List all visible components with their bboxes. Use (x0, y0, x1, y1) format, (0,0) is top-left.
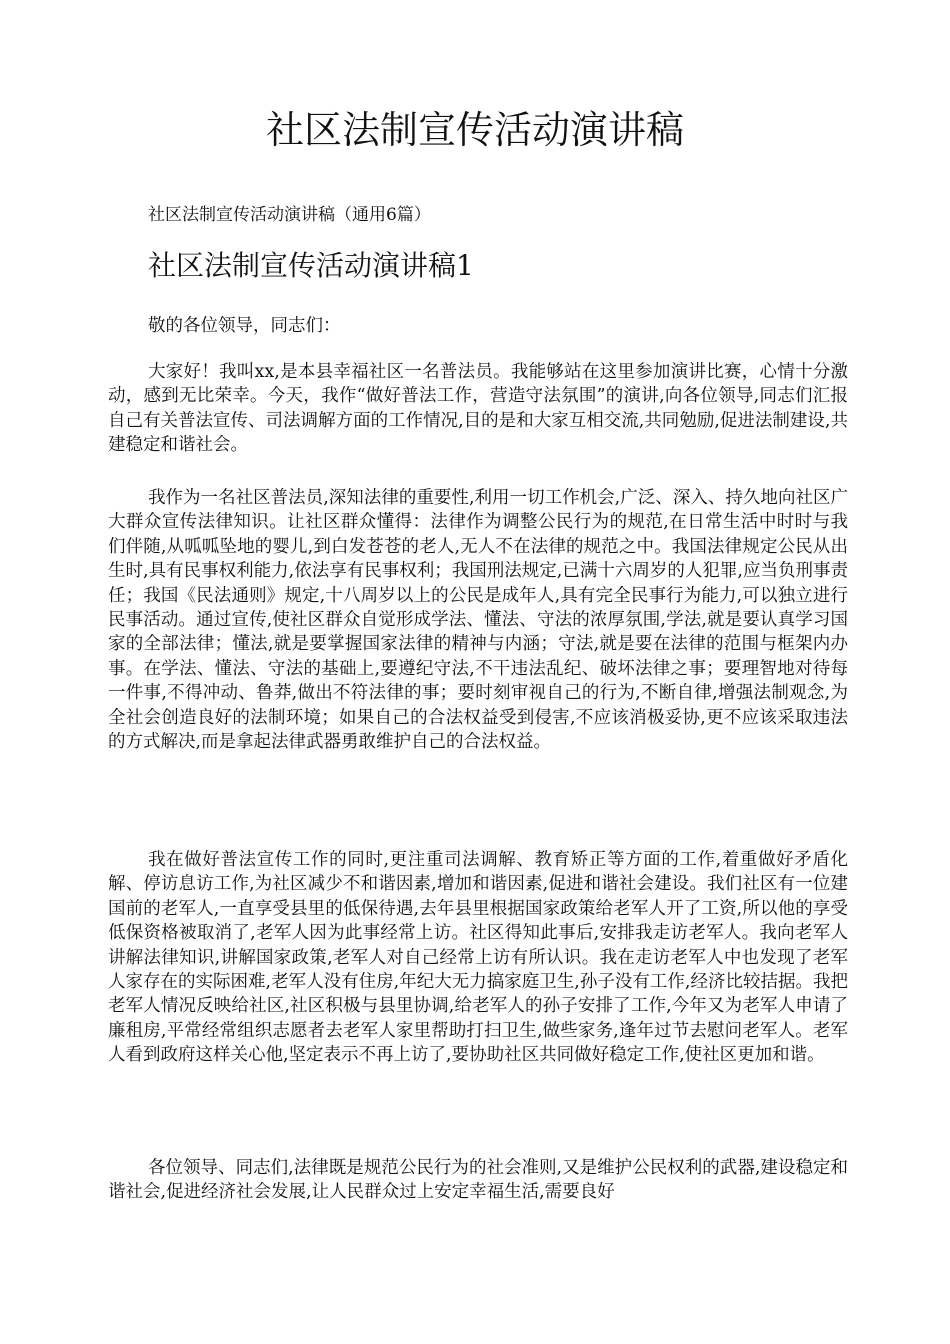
paragraph-2: 我作为一名社区普法员,深知法律的重要性,利用一切工作机会,广泛、深入、持久地向社区广大群众宣传法律知识。让社区群众懂得：法律作为调整公民行为的规范,在日常生活中时时与我们伴随,从呱呱坠地的婴儿,到白发苍苍的老人,无人不在法律的规范之中。我国法律规定公民从出生时,具有民事权利能力,依法享有民事权利；我国刑法规定,已满十六周岁的人犯罪,应当负刑事责任；我国《民法通则》规定,十八周岁以上的公民是成年人,具有完全民事行为能力,可以独立进行民事活动。通过宣传,使社区群众自觉形成学法、懂法、守法的浓厚氛围,学法,就是要认真学习国家的全部法律；懂法,就是要掌握国家法律的精神与内涵；守法,就是要在法律的范围与框架内办事。在学法、懂法、守法的基础上,要遵纪守法,不干违法乱纪、破坏法律之事；要理智地对待每一件事,不得冲动、鲁莽,做出不符法律的事；要时刻审视自己的行为,不断自律,增强法制观念,为全社会创造良好的法制环境；如果自己的合法权益受到侵害,不应该消极妥协,更不应该采取违法的方式解决,而是拿起法律武器勇敢维护自己的合法权益。 (108, 488, 848, 753)
document-title: 社区法制宣传活动演讲稿 (265, 108, 684, 152)
salutation: 敬的各位领导，同志们： (148, 316, 341, 336)
section-heading: 社区法制宣传活动演讲稿1 (148, 249, 474, 282)
paragraph-1: 大家好！我叫xx,是本县幸福社区一名普法员。我能够站在这里参加演讲比赛，心情十分激动，感到无比荣幸。今天，我作“做好普法工作，营造守法氛围”的演讲,向各位领导,同志们汇报自己有关普法宣传、司法调解方面的工作情况,目的是和大家互相交流,共同勉励,促进法制建设,共建稳定和谐社会。 (108, 362, 848, 456)
paragraph-4: 各位领导、同志们,法律既是规范公民行为的社会准则,又是维护公民权利的武器,建设稳定和谐社会,促进经济社会发展,让人民群众过上安定幸福生活,需要良好 (108, 1158, 848, 1203)
paragraph-3: 我在做好普法宣传工作的同时,更注重司法调解、教育矫正等方面的工作,着重做好矛盾化解、停访息访工作,为社区减少不和谐因素,增加和谐因素,促进和谐社会建设。我们社区有一位建国前的老军人,一直享受县里的低保待遇,去年县里根据国家政策给老军人开了工资,所以他的享受低保资格被取消了,老军人因为此事经常上访。社区得知此事后,安排我走访老军人。我向老军人讲解法律知识,讲解国家政策,老军人对自己经常上访有所认识。我在走访老军人中也发现了老军人家存在的实际困难,老军人没有住房,年纪大无力搞家庭卫生,孙子没有工作,经济比较拮据。我把老军人情况反映给社区,社区积极与县里协调,给老军人的孙子安排了工作,今年又为老军人申请了廉租房,平常经常组织志愿者去老军人家里帮助打扫卫生,做些家务,逢年过节去慰问老军人。老军人看到政府这样关心他,坚定表示不再上访了,要协助社区共同做好稳定工作,使社区更加和谐。 (108, 850, 848, 1066)
document-subtitle: 社区法制宣传活动演讲稿（通用6篇） (148, 205, 431, 225)
